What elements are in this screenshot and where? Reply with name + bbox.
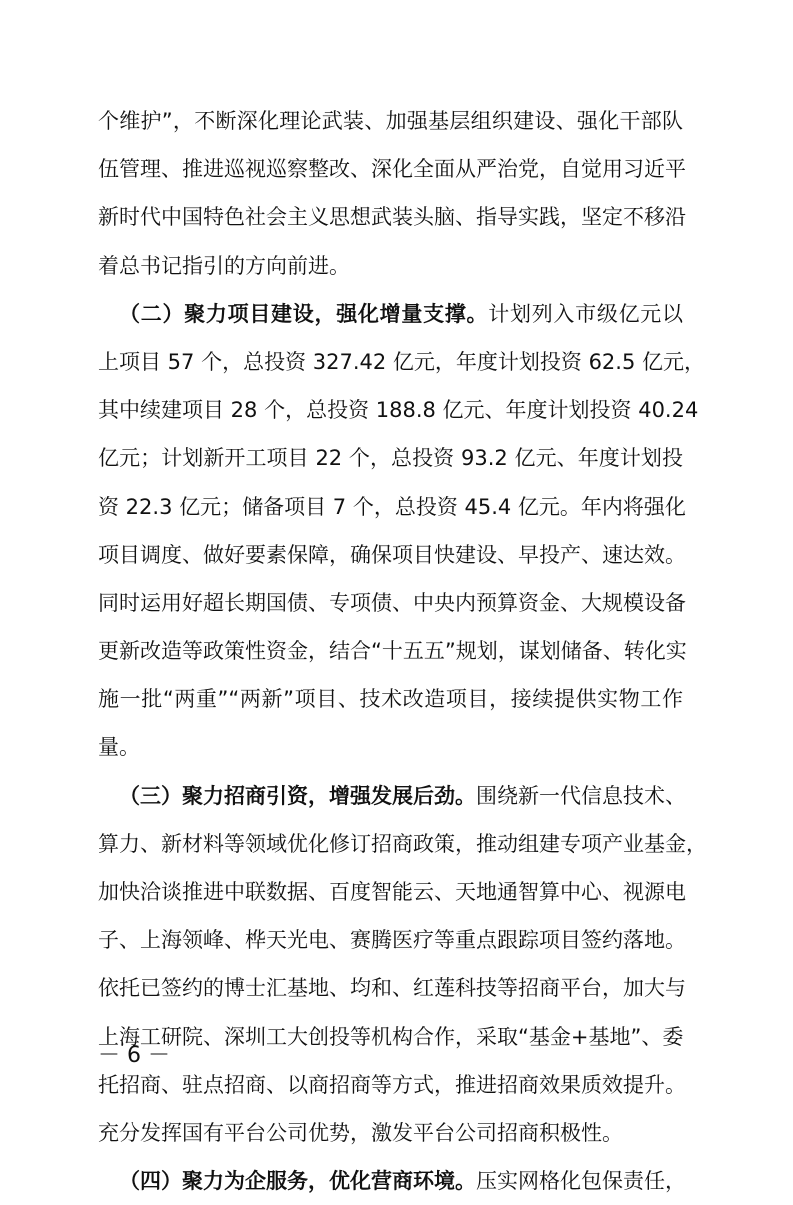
text-line: 更新改造等政策性资金，结合“十五五”规划，谋划储备、转化实 bbox=[98, 639, 687, 664]
text-line: 新时代中国特色社会主义思想武装头脑、指导实践，坚定不移沿 bbox=[98, 205, 686, 230]
text-line-first bbox=[98, 290, 683, 338]
page-number: － 6 － bbox=[98, 1043, 170, 1068]
text-run: 围绕新一代信息技术、 bbox=[476, 783, 686, 808]
text-line: 项目调度、做好要素保障，确保项目快建设、早投产、速达效。 bbox=[98, 542, 686, 567]
text-line: 个维护”，不断深化理论武装、加强基层组织建设、强化干部队 bbox=[98, 109, 683, 133]
text-line: 上项目 57 个，总投资 327.42 亿元，年度计划投资 62.5 亿元， bbox=[98, 349, 706, 374]
text-line: 资 22.3 亿元；储备项目 7 个，总投资 45.4 亿元。年内将强化 bbox=[98, 494, 686, 519]
section-heading: （四）聚力为企服务，优化营商环境。 bbox=[119, 1169, 476, 1194]
text-line: 着总书记指引的方向前进。 bbox=[98, 253, 350, 278]
section-heading: （二）聚力项目建设，强化增量支撑。 bbox=[119, 301, 489, 326]
paragraph-project-construction bbox=[98, 290, 706, 772]
text-run: 计划列入市级亿元以 bbox=[488, 301, 684, 326]
text-line: 伍管理、推进巡视巡察整改、深化全面从严治党，自觉用习近平 bbox=[98, 157, 686, 182]
text-line: 依托已签约的博士汇基地、均和、红莲科技等招商平台，加大与 bbox=[98, 976, 686, 1001]
text-line: 子、上海领峰、桦天光电、赛腾医疗等重点跟踪项目签约落地。 bbox=[98, 928, 686, 953]
text-line-first bbox=[98, 772, 686, 820]
text-line: 同时运用好超长期国债、专项债、中央内预算资金、大规模设备 bbox=[98, 590, 686, 615]
text-line: 托招商、驻点招商、以商招商等方式，推进招商效果质效提升。 bbox=[98, 1072, 686, 1097]
text-line: 施一批“两重”“两新”项目、技术改造项目，接续提供实物工作 bbox=[98, 687, 683, 712]
text-line-first bbox=[98, 1157, 686, 1205]
paragraph-investment-attraction bbox=[98, 772, 707, 1158]
paragraph-party-building bbox=[98, 97, 686, 290]
text-line: 其中续建项目 28 个，总投资 188.8 亿元、年度计划投资 40.24 bbox=[98, 398, 699, 423]
text-line: 算力、新材料等领域优化修订招商政策，推动组建专项产业基金， bbox=[98, 831, 707, 856]
text-run: 压实网格化包保责任， bbox=[476, 1169, 686, 1194]
document-body bbox=[98, 97, 707, 1205]
text-line: 上海工研院、深圳工大创投等机构合作，采取“基金+基地”、委 bbox=[98, 1024, 684, 1049]
section-heading: （三）聚力招商引资，增强发展后劲。 bbox=[119, 783, 476, 808]
text-line: 亿元；计划新开工项目 22 个，总投资 93.2 亿元、年度计划投 bbox=[98, 446, 683, 471]
paragraph-enterprise-service bbox=[98, 1157, 686, 1205]
text-line: 充分发挥国有平台公司优势，激发平台公司招商积极性。 bbox=[98, 1120, 623, 1145]
text-line: 量。 bbox=[98, 735, 140, 760]
text-line: 加快洽谈推进中联数据、百度智能云、天地通智算中心、视源电 bbox=[98, 880, 686, 904]
